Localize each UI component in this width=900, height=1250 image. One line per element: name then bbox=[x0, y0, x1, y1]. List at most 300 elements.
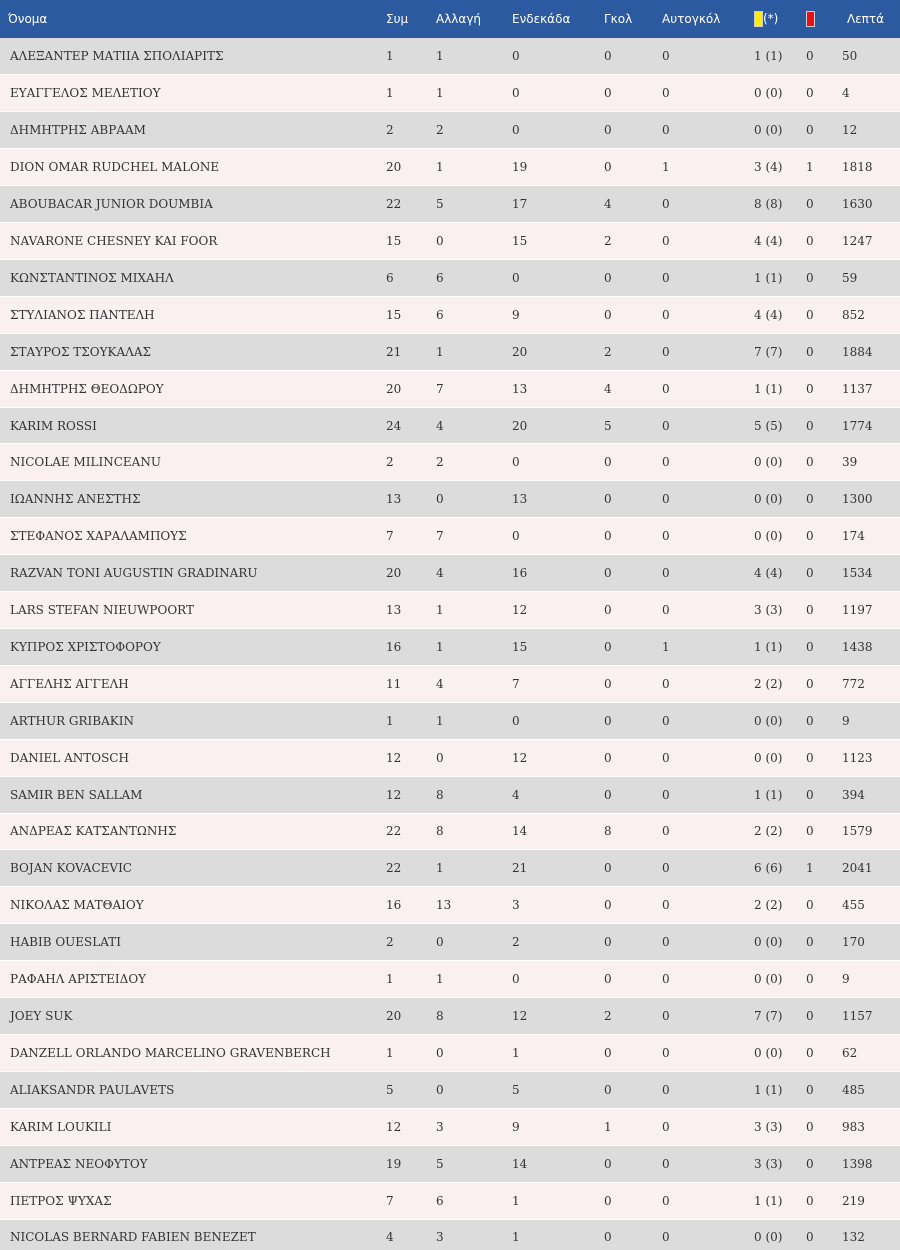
starting-apps: 2 bbox=[508, 924, 600, 961]
substitute-apps: 13 bbox=[432, 887, 508, 924]
yellow-cards: 0 (0) bbox=[750, 481, 802, 518]
starting-apps: 13 bbox=[508, 370, 600, 407]
starting-apps: 0 bbox=[508, 259, 600, 296]
yellow-cards: 4 (4) bbox=[750, 296, 802, 333]
header-substitute[interactable]: Αλλαγή bbox=[436, 12, 482, 26]
yellow-cards: 5 (5) bbox=[750, 407, 802, 444]
header-minutes[interactable]: Λεπτά bbox=[846, 12, 884, 26]
minutes: 132 bbox=[836, 1219, 900, 1250]
substitute-apps: 0 bbox=[432, 924, 508, 961]
substitute-apps: 0 bbox=[432, 1034, 508, 1071]
minutes: 174 bbox=[836, 518, 900, 555]
appearances: 13 bbox=[382, 592, 432, 629]
starting-apps: 21 bbox=[508, 850, 600, 887]
own-goals: 0 bbox=[658, 961, 750, 998]
player-name[interactable]: DION OMAR RUDCHEL MALONE bbox=[0, 149, 382, 186]
table-row bbox=[0, 333, 900, 370]
appearances: 22 bbox=[382, 813, 432, 850]
own-goals: 0 bbox=[658, 112, 750, 149]
appearances: 1 bbox=[382, 1034, 432, 1071]
table-row bbox=[0, 1182, 900, 1219]
yellow-cards: 4 (4) bbox=[750, 555, 802, 592]
appearances: 12 bbox=[382, 776, 432, 813]
player-name[interactable]: LARS STEFAN NIEUWPOORT bbox=[0, 592, 382, 629]
player-name[interactable]: NAVARONE CHESNEY KAI FOOR bbox=[0, 223, 382, 260]
goals: 0 bbox=[600, 112, 658, 149]
appearances: 16 bbox=[382, 887, 432, 924]
table-row bbox=[0, 149, 900, 186]
substitute-apps: 3 bbox=[432, 1108, 508, 1145]
yellow-cards: 1 (1) bbox=[750, 259, 802, 296]
own-goals: 0 bbox=[658, 592, 750, 629]
starting-apps: 7 bbox=[508, 665, 600, 702]
player-name[interactable]: BOJAN KOVACEVIC bbox=[0, 850, 382, 887]
table-row bbox=[0, 259, 900, 296]
goals: 0 bbox=[600, 1145, 658, 1182]
own-goals: 0 bbox=[658, 407, 750, 444]
substitute-apps: 4 bbox=[432, 665, 508, 702]
player-name[interactable]: ΚΥΠΡΟΣ ΧΡΙΣΤΟΦΟΡΟΥ bbox=[0, 629, 382, 666]
table-row bbox=[0, 296, 900, 333]
goals: 0 bbox=[600, 38, 658, 75]
goals: 0 bbox=[600, 259, 658, 296]
substitute-apps: 8 bbox=[432, 813, 508, 850]
goals: 0 bbox=[600, 887, 658, 924]
minutes: 62 bbox=[836, 1034, 900, 1071]
own-goals: 0 bbox=[658, 1182, 750, 1219]
own-goals: 0 bbox=[658, 518, 750, 555]
player-name[interactable]: ΚΩΝΣΤΑΝΤΙΝΟΣ ΜΙΧΑΗΛ bbox=[0, 259, 382, 296]
appearances: 15 bbox=[382, 296, 432, 333]
own-goals: 0 bbox=[658, 1108, 750, 1145]
yellow-cards: 7 (7) bbox=[750, 998, 802, 1035]
minutes: 9 bbox=[836, 702, 900, 739]
yellow-cards: 1 (1) bbox=[750, 1071, 802, 1108]
appearances: 2 bbox=[382, 112, 432, 149]
yellow-cards: 3 (3) bbox=[750, 1108, 802, 1145]
player-name[interactable]: ΑΝΤΡΕΑΣ ΝΕΟΦΥΤΟΥ bbox=[0, 1145, 382, 1182]
table-row bbox=[0, 1034, 900, 1071]
table-row bbox=[0, 1219, 900, 1250]
substitute-apps: 1 bbox=[432, 333, 508, 370]
red-cards: 0 bbox=[802, 555, 836, 592]
player-name[interactable]: JOEY SUK bbox=[0, 998, 382, 1035]
starting-apps: 1 bbox=[508, 1219, 600, 1250]
player-name[interactable]: ALIAKSANDR PAULAVETS bbox=[0, 1071, 382, 1108]
starting-apps: 20 bbox=[508, 333, 600, 370]
goals: 0 bbox=[600, 1034, 658, 1071]
own-goals: 0 bbox=[658, 370, 750, 407]
table-header bbox=[0, 0, 900, 38]
substitute-apps: 3 bbox=[432, 1219, 508, 1250]
table-row bbox=[0, 407, 900, 444]
minutes: 1157 bbox=[836, 998, 900, 1035]
red-cards: 0 bbox=[802, 481, 836, 518]
starting-apps: 0 bbox=[508, 702, 600, 739]
header-appearances[interactable]: Συμ bbox=[386, 12, 409, 26]
red-cards: 0 bbox=[802, 924, 836, 961]
minutes: 12 bbox=[836, 112, 900, 149]
starting-apps: 0 bbox=[508, 38, 600, 75]
substitute-apps: 1 bbox=[432, 149, 508, 186]
yellow-cards: 1 (1) bbox=[750, 38, 802, 75]
appearances: 16 bbox=[382, 629, 432, 666]
player-name[interactable]: SAMIR BEN SALLAM bbox=[0, 776, 382, 813]
own-goals: 1 bbox=[658, 629, 750, 666]
header-starting[interactable]: Ενδεκάδα bbox=[512, 12, 571, 26]
red-cards: 0 bbox=[802, 813, 836, 850]
own-goals: 0 bbox=[658, 665, 750, 702]
own-goals: 0 bbox=[658, 444, 750, 481]
red-cards: 0 bbox=[802, 444, 836, 481]
table-row bbox=[0, 776, 900, 813]
yellow-card-icon bbox=[754, 11, 763, 27]
red-cards: 0 bbox=[802, 998, 836, 1035]
player-name[interactable]: NICOLAE MILINCEANU bbox=[0, 444, 382, 481]
own-goals: 0 bbox=[658, 1145, 750, 1182]
minutes: 1818 bbox=[836, 149, 900, 186]
header-red-cards[interactable] bbox=[802, 0, 836, 38]
appearances: 19 bbox=[382, 1145, 432, 1182]
substitute-apps: 1 bbox=[432, 961, 508, 998]
red-cards: 0 bbox=[802, 592, 836, 629]
red-cards: 0 bbox=[802, 75, 836, 112]
yellow-cards: 1 (1) bbox=[750, 1182, 802, 1219]
header-yellow-suffix: (*) bbox=[763, 11, 779, 26]
minutes: 1300 bbox=[836, 481, 900, 518]
player-name[interactable]: ΣΤΕΦΑΝΟΣ ΧΑΡΑΛΑΜΠΟΥΣ bbox=[0, 518, 382, 555]
header-own-goals[interactable]: Αυτογκόλ bbox=[662, 12, 721, 26]
yellow-cards: 6 (6) bbox=[750, 850, 802, 887]
substitute-apps: 0 bbox=[432, 223, 508, 260]
goals: 8 bbox=[600, 813, 658, 850]
appearances: 24 bbox=[382, 407, 432, 444]
player-name[interactable]: RAZVAN TONI AUGUSTIN GRADINARU bbox=[0, 555, 382, 592]
red-cards: 0 bbox=[802, 1071, 836, 1108]
goals: 0 bbox=[600, 850, 658, 887]
yellow-cards: 0 (0) bbox=[750, 1219, 802, 1250]
yellow-cards: 0 (0) bbox=[750, 444, 802, 481]
red-cards: 0 bbox=[802, 112, 836, 149]
substitute-apps: 1 bbox=[432, 850, 508, 887]
table-row bbox=[0, 924, 900, 961]
minutes: 1884 bbox=[836, 333, 900, 370]
minutes: 1137 bbox=[836, 370, 900, 407]
player-name[interactable]: ΔΗΜΗΤΡΗΣ ΘΕΟΔΩΡΟΥ bbox=[0, 370, 382, 407]
minutes: 59 bbox=[836, 259, 900, 296]
own-goals: 0 bbox=[658, 887, 750, 924]
minutes: 1398 bbox=[836, 1145, 900, 1182]
table-row bbox=[0, 1145, 900, 1182]
red-cards: 0 bbox=[802, 38, 836, 75]
player-name[interactable]: ΕΥΑΓΓΕΛΟΣ ΜΕΛΕΤΙΟΥ bbox=[0, 75, 382, 112]
starting-apps: 14 bbox=[508, 813, 600, 850]
table-row bbox=[0, 961, 900, 998]
own-goals: 0 bbox=[658, 555, 750, 592]
substitute-apps: 0 bbox=[432, 739, 508, 776]
player-name[interactable]: NICOLAS BERNARD FABIEN BENEZET bbox=[0, 1219, 382, 1250]
table-row bbox=[0, 112, 900, 149]
substitute-apps: 1 bbox=[432, 702, 508, 739]
appearances: 22 bbox=[382, 850, 432, 887]
player-name[interactable]: HABIB OUESLATI bbox=[0, 924, 382, 961]
goals: 0 bbox=[600, 924, 658, 961]
red-cards: 0 bbox=[802, 259, 836, 296]
player-name[interactable]: KARIM ROSSI bbox=[0, 407, 382, 444]
starting-apps: 12 bbox=[508, 998, 600, 1035]
substitute-apps: 6 bbox=[432, 1182, 508, 1219]
starting-apps: 4 bbox=[508, 776, 600, 813]
own-goals: 0 bbox=[658, 739, 750, 776]
player-name[interactable]: ΑΓΓΕΛΗΣ ΑΓΓΕΛΗ bbox=[0, 665, 382, 702]
yellow-cards: 1 (1) bbox=[750, 629, 802, 666]
goals: 2 bbox=[600, 333, 658, 370]
yellow-cards: 0 (0) bbox=[750, 518, 802, 555]
goals: 0 bbox=[600, 629, 658, 666]
red-cards: 0 bbox=[802, 1219, 836, 1250]
yellow-cards: 3 (3) bbox=[750, 592, 802, 629]
substitute-apps: 0 bbox=[432, 481, 508, 518]
appearances: 1 bbox=[382, 702, 432, 739]
goals: 0 bbox=[600, 739, 658, 776]
header-yellow-cards[interactable] bbox=[750, 0, 802, 38]
table-row bbox=[0, 813, 900, 850]
red-cards: 1 bbox=[802, 149, 836, 186]
substitute-apps: 8 bbox=[432, 998, 508, 1035]
starting-apps: 9 bbox=[508, 1108, 600, 1145]
minutes: 39 bbox=[836, 444, 900, 481]
goals: 2 bbox=[600, 223, 658, 260]
minutes: 485 bbox=[836, 1071, 900, 1108]
starting-apps: 1 bbox=[508, 1034, 600, 1071]
red-cards: 0 bbox=[802, 702, 836, 739]
red-cards: 0 bbox=[802, 186, 836, 223]
player-name[interactable]: ABOUBACAR JUNIOR DOUMBIA bbox=[0, 186, 382, 223]
appearances: 15 bbox=[382, 223, 432, 260]
red-cards: 0 bbox=[802, 887, 836, 924]
yellow-cards: 2 (2) bbox=[750, 665, 802, 702]
minutes: 394 bbox=[836, 776, 900, 813]
appearances: 5 bbox=[382, 1071, 432, 1108]
appearances: 20 bbox=[382, 998, 432, 1035]
substitute-apps: 6 bbox=[432, 259, 508, 296]
appearances: 11 bbox=[382, 665, 432, 702]
red-cards: 0 bbox=[802, 333, 836, 370]
yellow-cards: 8 (8) bbox=[750, 186, 802, 223]
player-name[interactable]: ΣΤΑΥΡΟΣ ΤΣΟΥΚΑΛΑΣ bbox=[0, 333, 382, 370]
minutes: 983 bbox=[836, 1108, 900, 1145]
own-goals: 0 bbox=[658, 850, 750, 887]
substitute-apps: 0 bbox=[432, 1071, 508, 1108]
minutes: 1197 bbox=[836, 592, 900, 629]
starting-apps: 9 bbox=[508, 296, 600, 333]
appearances: 7 bbox=[382, 518, 432, 555]
own-goals: 0 bbox=[658, 702, 750, 739]
player-name[interactable]: ΙΩΑΝΝΗΣ ΑΝΕΣΤΗΣ bbox=[0, 481, 382, 518]
table-row bbox=[0, 481, 900, 518]
substitute-apps: 6 bbox=[432, 296, 508, 333]
goals: 0 bbox=[600, 518, 658, 555]
minutes: 170 bbox=[836, 924, 900, 961]
starting-apps: 20 bbox=[508, 407, 600, 444]
table-row bbox=[0, 444, 900, 481]
yellow-cards: 0 (0) bbox=[750, 924, 802, 961]
appearances: 4 bbox=[382, 1219, 432, 1250]
minutes: 1579 bbox=[836, 813, 900, 850]
starting-apps: 15 bbox=[508, 629, 600, 666]
player-name[interactable]: ΠΕΤΡΟΣ ΨΥΧΑΣ bbox=[0, 1182, 382, 1219]
goals: 0 bbox=[600, 1182, 658, 1219]
goals: 0 bbox=[600, 555, 658, 592]
yellow-cards: 3 (4) bbox=[750, 149, 802, 186]
player-name[interactable]: DANIEL ANTOSCH bbox=[0, 739, 382, 776]
red-cards: 0 bbox=[802, 1182, 836, 1219]
goals: 0 bbox=[600, 961, 658, 998]
goals: 0 bbox=[600, 444, 658, 481]
goals: 5 bbox=[600, 407, 658, 444]
minutes: 2041 bbox=[836, 850, 900, 887]
appearances: 22 bbox=[382, 186, 432, 223]
minutes: 1630 bbox=[836, 186, 900, 223]
appearances: 6 bbox=[382, 259, 432, 296]
yellow-cards: 4 (4) bbox=[750, 223, 802, 260]
table-row bbox=[0, 38, 900, 75]
header-goals[interactable]: Γκολ bbox=[604, 12, 633, 26]
goals: 0 bbox=[600, 592, 658, 629]
own-goals: 0 bbox=[658, 1219, 750, 1250]
starting-apps: 0 bbox=[508, 961, 600, 998]
appearances: 20 bbox=[382, 555, 432, 592]
yellow-cards: 3 (3) bbox=[750, 1145, 802, 1182]
yellow-cards: 0 (0) bbox=[750, 702, 802, 739]
minutes: 852 bbox=[836, 296, 900, 333]
starting-apps: 0 bbox=[508, 518, 600, 555]
own-goals: 0 bbox=[658, 1034, 750, 1071]
goals: 0 bbox=[600, 665, 658, 702]
starting-apps: 5 bbox=[508, 1071, 600, 1108]
player-name[interactable]: ΡΑΦΑΗΛ ΑΡΙΣΤΕΙΔΟΥ bbox=[0, 961, 382, 998]
red-cards: 1 bbox=[802, 850, 836, 887]
substitute-apps: 1 bbox=[432, 75, 508, 112]
own-goals: 0 bbox=[658, 481, 750, 518]
table-row bbox=[0, 518, 900, 555]
starting-apps: 12 bbox=[508, 592, 600, 629]
table-row bbox=[0, 998, 900, 1035]
goals: 0 bbox=[600, 1071, 658, 1108]
player-name[interactable]: ΔΗΜΗΤΡΗΣ ΑΒΡΑΑΜ bbox=[0, 112, 382, 149]
starting-apps: 16 bbox=[508, 555, 600, 592]
appearances: 12 bbox=[382, 1108, 432, 1145]
substitute-apps: 7 bbox=[432, 518, 508, 555]
player-name[interactable]: DANZELL ORLANDO MARCELINO GRAVENBERCH bbox=[0, 1034, 382, 1071]
appearances: 7 bbox=[382, 1182, 432, 1219]
red-cards: 0 bbox=[802, 961, 836, 998]
table-row bbox=[0, 665, 900, 702]
minutes: 1438 bbox=[836, 629, 900, 666]
substitute-apps: 2 bbox=[432, 112, 508, 149]
own-goals: 0 bbox=[658, 998, 750, 1035]
starting-apps: 3 bbox=[508, 887, 600, 924]
table-row bbox=[0, 370, 900, 407]
goals: 0 bbox=[600, 481, 658, 518]
starting-apps: 14 bbox=[508, 1145, 600, 1182]
yellow-cards: 1 (1) bbox=[750, 370, 802, 407]
red-cards: 0 bbox=[802, 1034, 836, 1071]
minutes: 9 bbox=[836, 961, 900, 998]
goals: 4 bbox=[600, 186, 658, 223]
header-name[interactable]: Όνομα bbox=[8, 12, 48, 26]
red-cards: 0 bbox=[802, 223, 836, 260]
yellow-cards: 2 (2) bbox=[750, 887, 802, 924]
starting-apps: 13 bbox=[508, 481, 600, 518]
red-cards: 0 bbox=[802, 629, 836, 666]
yellow-cards: 0 (0) bbox=[750, 739, 802, 776]
goals: 0 bbox=[600, 296, 658, 333]
table-row bbox=[0, 629, 900, 666]
appearances: 12 bbox=[382, 739, 432, 776]
table-row bbox=[0, 1071, 900, 1108]
player-name[interactable]: ΝΙΚΟΛΑΣ ΜΑΤΘΑΙΟΥ bbox=[0, 887, 382, 924]
yellow-cards: 2 (2) bbox=[750, 813, 802, 850]
appearances: 2 bbox=[382, 444, 432, 481]
own-goals: 0 bbox=[658, 813, 750, 850]
table-row bbox=[0, 739, 900, 776]
goals: 2 bbox=[600, 998, 658, 1035]
player-name[interactable]: KARIM LOUKILI bbox=[0, 1108, 382, 1145]
table-row bbox=[0, 592, 900, 629]
red-cards: 0 bbox=[802, 518, 836, 555]
red-cards: 0 bbox=[802, 739, 836, 776]
own-goals: 0 bbox=[658, 186, 750, 223]
own-goals: 0 bbox=[658, 75, 750, 112]
header-row bbox=[0, 0, 900, 38]
goals: 0 bbox=[600, 702, 658, 739]
table-row bbox=[0, 223, 900, 260]
red-cards: 0 bbox=[802, 407, 836, 444]
substitute-apps: 4 bbox=[432, 555, 508, 592]
own-goals: 0 bbox=[658, 296, 750, 333]
starting-apps: 0 bbox=[508, 112, 600, 149]
goals: 4 bbox=[600, 370, 658, 407]
red-card-icon bbox=[806, 11, 815, 27]
appearances: 1 bbox=[382, 75, 432, 112]
appearances: 21 bbox=[382, 333, 432, 370]
goals: 0 bbox=[600, 776, 658, 813]
player-name[interactable]: ΑΝΔΡΕΑΣ ΚΑΤΣΑΝΤΩΝΗΣ bbox=[0, 813, 382, 850]
red-cards: 0 bbox=[802, 665, 836, 702]
own-goals: 0 bbox=[658, 333, 750, 370]
appearances: 20 bbox=[382, 149, 432, 186]
substitute-apps: 2 bbox=[432, 444, 508, 481]
player-name[interactable]: ΑΛΕΞΑΝΤΕΡ ΜΑΤΙΙΑ ΣΠΟΛΙΑΡΙΤΣ bbox=[0, 38, 382, 75]
red-cards: 0 bbox=[802, 776, 836, 813]
goals: 0 bbox=[600, 149, 658, 186]
minutes: 455 bbox=[836, 887, 900, 924]
own-goals: 0 bbox=[658, 38, 750, 75]
red-cards: 0 bbox=[802, 1108, 836, 1145]
own-goals: 0 bbox=[658, 776, 750, 813]
yellow-cards: 0 (0) bbox=[750, 75, 802, 112]
appearances: 13 bbox=[382, 481, 432, 518]
minutes: 1123 bbox=[836, 739, 900, 776]
appearances: 1 bbox=[382, 961, 432, 998]
player-name[interactable]: ARTHUR GRIBAKIN bbox=[0, 702, 382, 739]
minutes: 772 bbox=[836, 665, 900, 702]
table-row bbox=[0, 75, 900, 112]
starting-apps: 17 bbox=[508, 186, 600, 223]
player-name[interactable]: ΣΤΥΛΙΑΝΟΣ ΠΑΝΤΕΛΗ bbox=[0, 296, 382, 333]
minutes: 1534 bbox=[836, 555, 900, 592]
